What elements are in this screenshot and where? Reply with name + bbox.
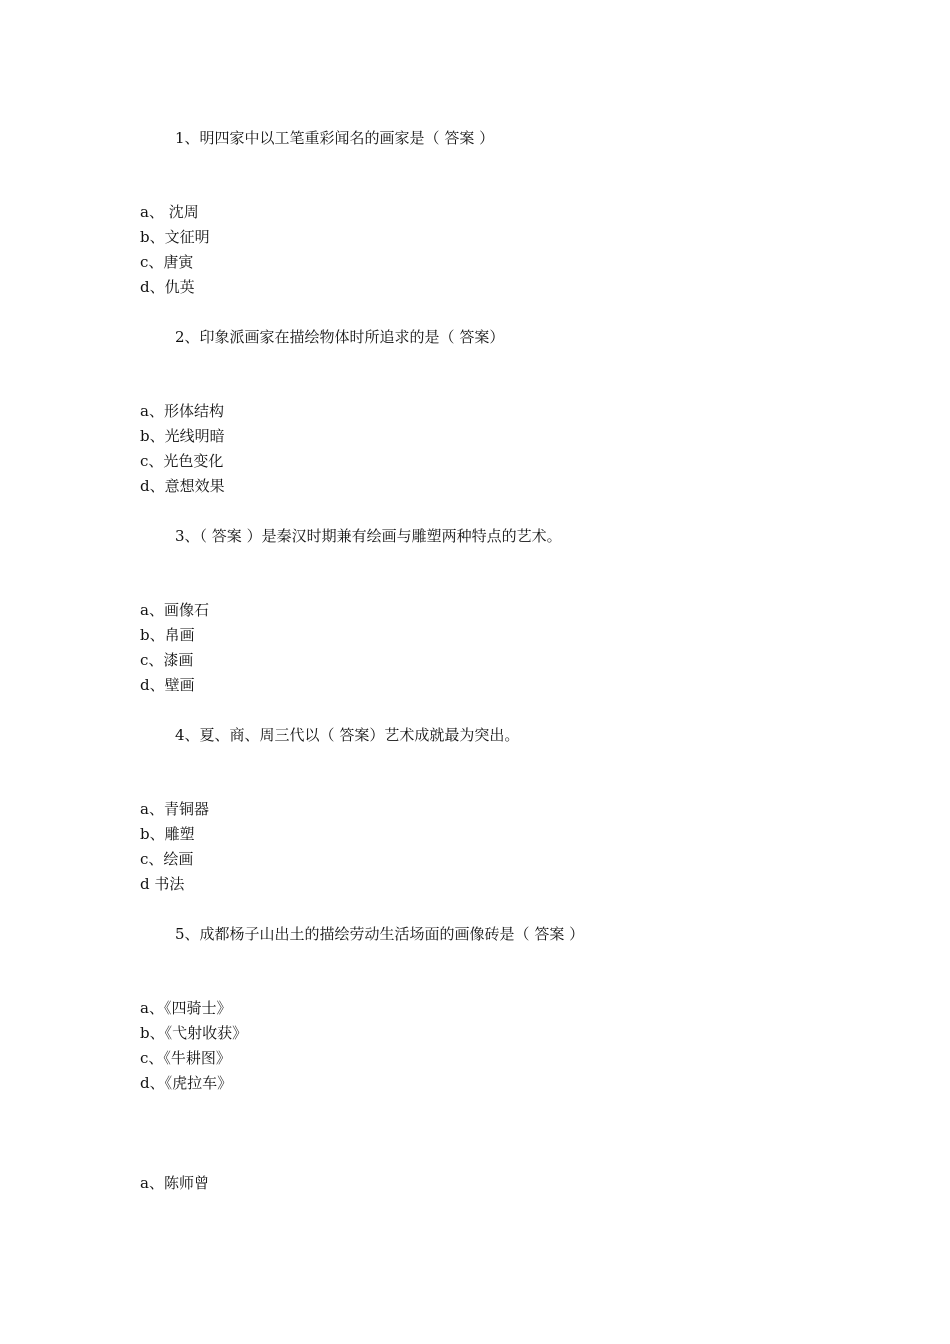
option-c: c、光色变化	[140, 452, 224, 470]
option-c: c、《牛耕图》	[140, 1049, 231, 1067]
option-a: a、形体结构	[140, 402, 224, 420]
option-c: c、绘画	[140, 850, 194, 868]
option-b: b、文征明	[140, 228, 210, 246]
option-c: c、漆画	[140, 651, 194, 669]
question-1: 1、明四家中以工笔重彩闻名的画家是（ 答案 ）	[175, 129, 495, 147]
option-b: b、《弋射收获》	[140, 1024, 248, 1042]
option-b: b、帛画	[140, 626, 195, 644]
option-d: d、《虎拉车》	[140, 1074, 233, 1092]
question-5: 5、成都杨子山出土的描绘劳动生活场面的画像砖是（ 答案 ）	[175, 925, 585, 943]
question-4-options	[140, 797, 209, 897]
option-c: c、唐寅	[140, 253, 194, 271]
option-a: a、青铜器	[140, 800, 209, 818]
question-3: 3、（ 答案 ）是秦汉时期兼有绘画与雕塑两种特点的艺术。	[175, 527, 562, 545]
option-d: d、意想效果	[140, 477, 225, 495]
question-3-options	[140, 598, 209, 698]
option-b: b、雕塑	[140, 825, 195, 843]
option-a: a、《四骑士》	[140, 999, 232, 1017]
option-d: d 书法	[140, 875, 185, 893]
question-5-options	[140, 996, 247, 1096]
option-a: a、陈师曾	[140, 1174, 209, 1192]
question-2-options	[140, 399, 225, 499]
option-a: a、 沈周	[140, 203, 199, 221]
option-d: d、壁画	[140, 676, 195, 694]
question-1-options	[140, 200, 210, 300]
option-d: d、仇英	[140, 278, 195, 296]
question-4: 4、夏、商、周三代以（ 答案）艺术成就最为突出。	[175, 726, 520, 744]
option-a: a、画像石	[140, 601, 209, 619]
trailing-options	[140, 1171, 209, 1196]
question-2: 2、印象派画家在描绘物体时所追求的是（ 答案）	[175, 328, 505, 346]
option-b: b、光线明暗	[140, 427, 225, 445]
